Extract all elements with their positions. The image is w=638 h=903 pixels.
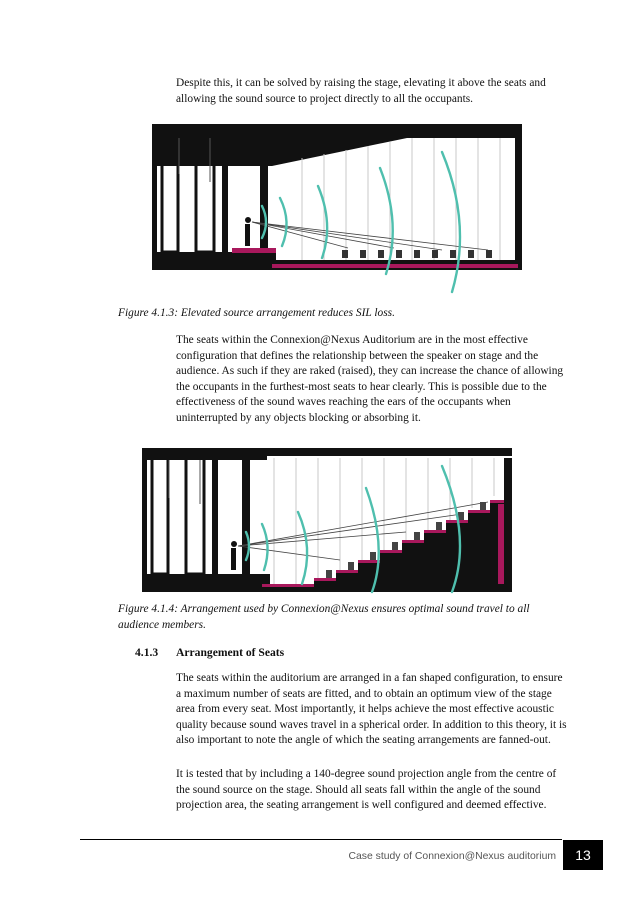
figure-caption-4-1-4: Figure 4.1.4: Arrangement used by Connexion@Nexus ensures optimal sound travel to all audience members. [118, 603, 530, 631]
page-number: 13 [563, 840, 603, 870]
paragraph-intro: Despite this, it can be solved by raising the stage, elevating it above the seats and allowing the sound source to project directly to all the occupants. [176, 77, 546, 105]
figure-caption-4-1-3: Figure 4.1.3: Elevated source arrangement reduces SIL loss. [118, 307, 395, 319]
figure-elevated-source-diagram [152, 124, 522, 300]
section-title: Arrangement of Seats [176, 646, 285, 659]
section-number: 4.1.3 [135, 646, 159, 659]
section-heading [135, 646, 285, 659]
footer-rule [80, 839, 562, 840]
paragraph-raked-seats: The seats within the Connexion@Nexus Auditorium are in the most effective configuration that defines the relationship between the speaker on stage and the audience. As such if they are raked (raised), they can increase the chance of allowing the occupants in the furthest-most seats to hear clearly. This is possible due to the effectiveness of the sound waves reaching the ears of the occupants when uninterrupted by any objects blocking or absorbing it. [176, 334, 564, 424]
figure-raked-seating-diagram [142, 448, 512, 596]
paragraph-fan-shaped: The seats within the auditorium are arranged in a fan shaped configuration, to ensure a maximum number of seats are fitted, and to obtain an optimum view of the stage area from every seat. Most importantly, it helps achieve the most effective acoustic quality because sound waves travel in a spherical order. In addition to this theory, it is also important to note the angle of which the seating arrangements are fanned-out. [176, 672, 567, 747]
footer-title: Case study of Connexion@Nexus auditorium [348, 851, 556, 862]
paragraph-projection-angle: It is tested that by including a 140-degree sound projection angle from the centre of the sound source on the stage. Should all seats fall within the angle of the sound projection area, the seating arrangement is well configured and deemed effective. [176, 768, 557, 812]
